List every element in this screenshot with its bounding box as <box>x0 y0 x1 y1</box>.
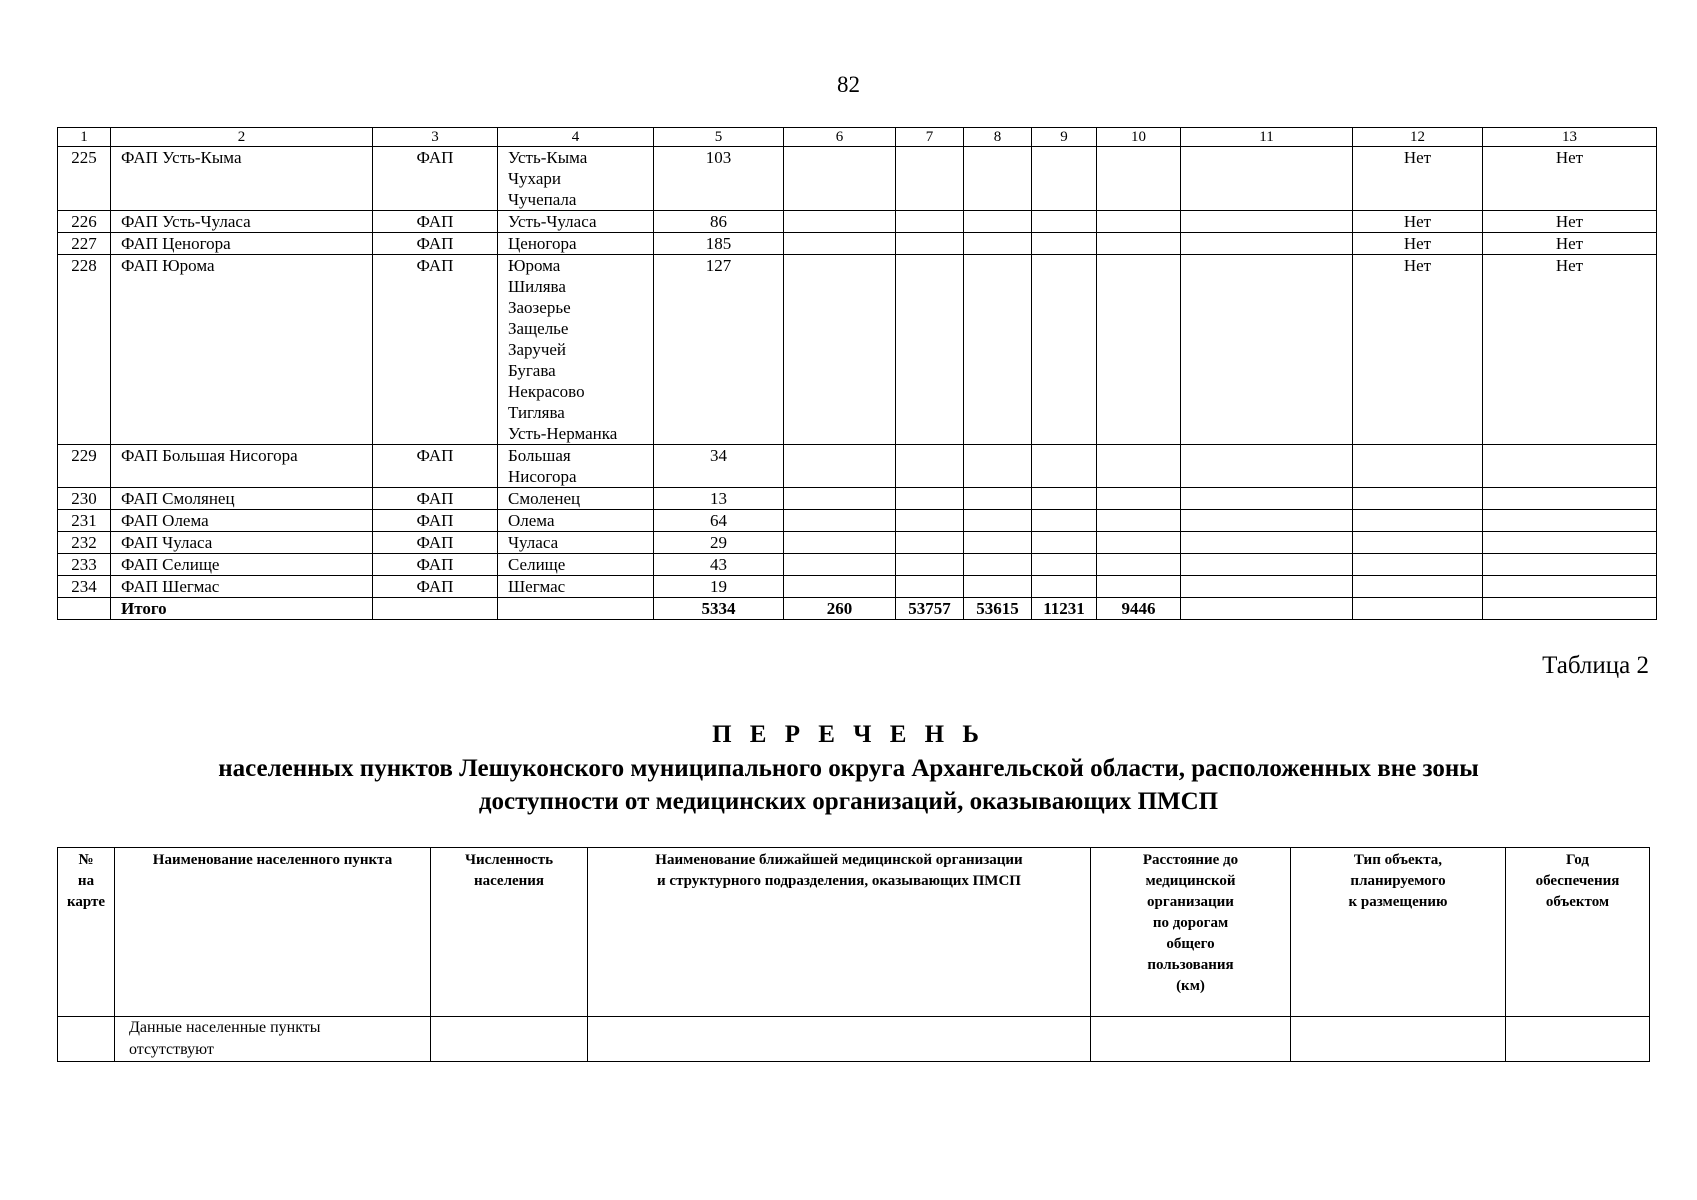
cell <box>1483 598 1657 620</box>
cell-c10 <box>1097 532 1181 554</box>
cell-c6 <box>784 576 896 598</box>
cell-c7 <box>896 445 964 488</box>
facility-name: ФАП Олема <box>111 510 373 532</box>
cell <box>1181 598 1353 620</box>
cell-c8 <box>964 255 1032 445</box>
cell-c10 <box>1097 211 1181 233</box>
facilities-table <box>57 127 1657 620</box>
cell-c6 <box>784 445 896 488</box>
place-name: Усть-Нерманка <box>508 424 618 443</box>
place-name: Тиглява <box>508 403 565 422</box>
total-c8: 53615 <box>964 598 1032 620</box>
page-number: 82 <box>837 72 860 97</box>
place-name: Шегмас <box>508 577 566 596</box>
text-line: медицинской <box>1145 873 1236 889</box>
text-line: Численность <box>464 852 554 868</box>
cell-c13 <box>1483 576 1657 598</box>
facility-name: ФАП Усть-Чуласа <box>111 211 373 233</box>
facility-type: ФАП <box>373 488 498 510</box>
cell-c11 <box>1181 576 1353 598</box>
cell-c8 <box>964 532 1032 554</box>
place-name: Олема <box>508 511 555 530</box>
text-line: Тип объекта, <box>1353 852 1443 868</box>
cell-c12 <box>1353 554 1483 576</box>
cell-c9 <box>1032 233 1097 255</box>
population: 43 <box>654 554 784 576</box>
header-population <box>431 848 588 1017</box>
place-name: Селище <box>508 555 566 574</box>
text-line: карте <box>66 894 106 910</box>
cell-c11 <box>1181 211 1353 233</box>
facility-type: ФАП <box>373 554 498 576</box>
column-number: 9 <box>1032 128 1097 147</box>
cell-c8 <box>964 554 1032 576</box>
total-c10: 9446 <box>1097 598 1181 620</box>
column-number: 4 <box>498 128 654 147</box>
cell-c9 <box>1032 147 1097 211</box>
cell-c8 <box>964 233 1032 255</box>
text-line: и структурного подразделения, оказывающих ПМСП <box>657 873 1021 889</box>
population: 86 <box>654 211 784 233</box>
text-line: Год <box>1566 852 1589 868</box>
header-year <box>1506 848 1650 1017</box>
table-row <box>58 211 1657 233</box>
cell-no <box>58 1017 115 1062</box>
column-number: 2 <box>111 128 373 147</box>
table-row <box>58 233 1657 255</box>
cell <box>431 1017 588 1062</box>
text-line: планируемого <box>1350 873 1446 889</box>
row-number: 229 <box>58 445 111 488</box>
facility-name: ФАП Селище <box>111 554 373 576</box>
facility-type: ФАП <box>373 147 498 211</box>
text-line: населения <box>473 873 545 889</box>
cell-c8 <box>964 510 1032 532</box>
cell-c11 <box>1181 510 1353 532</box>
place-name: Ценогора <box>508 234 577 253</box>
served-places <box>498 576 654 598</box>
cell-c6 <box>784 532 896 554</box>
text-line: к размещению <box>1348 894 1448 910</box>
column-number: 10 <box>1097 128 1181 147</box>
facility-name: ФАП Большая Нисогора <box>111 445 373 488</box>
cell-c13 <box>1483 488 1657 510</box>
total-c7: 53757 <box>896 598 964 620</box>
cell-c12: Нет <box>1353 233 1483 255</box>
place-name: Заозерье <box>508 298 571 317</box>
cell-c12: Нет <box>1353 147 1483 211</box>
column-number: 8 <box>964 128 1032 147</box>
cell-c9 <box>1032 211 1097 233</box>
place-name: Бугава <box>508 361 556 380</box>
row-number: 231 <box>58 510 111 532</box>
cell <box>58 598 111 620</box>
cell-c7 <box>896 233 964 255</box>
cell-c11 <box>1181 233 1353 255</box>
cell-c9 <box>1032 510 1097 532</box>
text-line: пользования <box>1147 957 1234 973</box>
served-places <box>498 211 654 233</box>
cell-c13 <box>1483 510 1657 532</box>
cell-c8 <box>964 445 1032 488</box>
cell-no-settlements <box>115 1017 431 1062</box>
cell-c12 <box>1353 488 1483 510</box>
table-row <box>58 255 1657 445</box>
row-number: 227 <box>58 233 111 255</box>
cell-c12 <box>1353 445 1483 488</box>
place-name: Чучепала <box>508 190 577 209</box>
column-number: 12 <box>1353 128 1483 147</box>
cell-c12 <box>1353 510 1483 532</box>
population: 64 <box>654 510 784 532</box>
place-name: Усть-Кыма <box>508 148 588 167</box>
facility-type: ФАП <box>373 510 498 532</box>
cell-c7 <box>896 510 964 532</box>
place-name: Некрасово <box>508 382 585 401</box>
cell-c13 <box>1483 445 1657 488</box>
row-number: 225 <box>58 147 111 211</box>
cell-c13: Нет <box>1483 255 1657 445</box>
header-nearest-org <box>588 848 1091 1017</box>
cell-c7 <box>896 554 964 576</box>
total-row <box>58 598 1657 620</box>
cell-c10 <box>1097 576 1181 598</box>
text-line: Данные населенные пункты <box>129 1019 321 1036</box>
facility-name: ФАП Чуласа <box>111 532 373 554</box>
cell-c12: Нет <box>1353 255 1483 445</box>
total-c6: 260 <box>784 598 896 620</box>
cell-c11 <box>1181 488 1353 510</box>
cell-c6 <box>784 211 896 233</box>
settlements-table <box>57 847 1650 1062</box>
table-row <box>58 532 1657 554</box>
column-number: 13 <box>1483 128 1657 147</box>
cell-c9 <box>1032 576 1097 598</box>
cell-c13: Нет <box>1483 233 1657 255</box>
population: 185 <box>654 233 784 255</box>
column-number-row <box>58 128 1657 147</box>
total-label: Итого <box>111 598 373 620</box>
place-name: Шилява <box>508 277 566 296</box>
cell-c6 <box>784 510 896 532</box>
cell-c13: Нет <box>1483 147 1657 211</box>
row-number: 233 <box>58 554 111 576</box>
table-caption: Таблица 2 <box>1542 652 1649 679</box>
column-number: 7 <box>896 128 964 147</box>
facility-name: ФАП Юрома <box>111 255 373 445</box>
cell-c6 <box>784 488 896 510</box>
cell-c10 <box>1097 255 1181 445</box>
table-row <box>58 147 1657 211</box>
column-number: 3 <box>373 128 498 147</box>
text-line: Наименование населенного пункта <box>152 852 393 868</box>
cell <box>588 1017 1091 1062</box>
cell-c11 <box>1181 532 1353 554</box>
cell-c11 <box>1181 147 1353 211</box>
cell-c11 <box>1181 445 1353 488</box>
table-row <box>58 445 1657 488</box>
cell-c8 <box>964 211 1032 233</box>
text-line: Расстояние до <box>1142 852 1239 868</box>
place-name: Усть-Чуласа <box>508 212 597 231</box>
facility-type: ФАП <box>373 233 498 255</box>
population: 19 <box>654 576 784 598</box>
cell-c8 <box>964 147 1032 211</box>
table-row <box>58 510 1657 532</box>
facility-type: ФАП <box>373 445 498 488</box>
header-distance <box>1091 848 1291 1017</box>
cell-c10 <box>1097 510 1181 532</box>
row-number: 234 <box>58 576 111 598</box>
list-title: П Е Р Е Ч Е Н Ь <box>712 721 985 748</box>
column-number: 5 <box>654 128 784 147</box>
text-line: на <box>77 873 95 889</box>
place-name: Большая <box>508 446 571 465</box>
facility-name: ФАП Смолянец <box>111 488 373 510</box>
place-name: Смоленец <box>508 489 581 508</box>
cell-c6 <box>784 255 896 445</box>
header-object-type <box>1291 848 1506 1017</box>
list-subtitle <box>100 752 1597 818</box>
text-line: Наименование ближайшей медицинской организации <box>655 852 1023 868</box>
served-places <box>498 445 654 488</box>
text-line: обеспечения <box>1535 873 1620 889</box>
text-line: объектом <box>1545 894 1610 910</box>
row-number: 226 <box>58 211 111 233</box>
population: 34 <box>654 445 784 488</box>
place-name: Заручей <box>508 340 567 359</box>
cell-c6 <box>784 147 896 211</box>
cell-c13 <box>1483 532 1657 554</box>
text-line: общего <box>1166 936 1215 952</box>
total-c5: 5334 <box>654 598 784 620</box>
table-row <box>58 1017 1650 1062</box>
facility-type: ФАП <box>373 576 498 598</box>
cell-c7 <box>896 211 964 233</box>
cell-c7 <box>896 576 964 598</box>
cell <box>1506 1017 1650 1062</box>
cell <box>1291 1017 1506 1062</box>
column-number: 11 <box>1181 128 1353 147</box>
place-name: Чухари <box>508 169 561 188</box>
cell-c10 <box>1097 445 1181 488</box>
text-line: по дорогам <box>1152 915 1229 931</box>
population: 103 <box>654 147 784 211</box>
cell <box>498 598 654 620</box>
served-places <box>498 233 654 255</box>
facility-type: ФАП <box>373 211 498 233</box>
served-places <box>498 255 654 445</box>
place-name: Защелье <box>508 319 569 338</box>
table-row <box>58 488 1657 510</box>
served-places <box>498 510 654 532</box>
header-settlement <box>115 848 431 1017</box>
row-number: 230 <box>58 488 111 510</box>
table-row <box>58 576 1657 598</box>
cell-c10 <box>1097 147 1181 211</box>
total-c9: 11231 <box>1032 598 1097 620</box>
cell-c12: Нет <box>1353 211 1483 233</box>
facility-name: ФАП Усть-Кыма <box>111 147 373 211</box>
facility-type: ФАП <box>373 255 498 445</box>
population: 29 <box>654 532 784 554</box>
served-places <box>498 147 654 211</box>
text-line: (км) <box>1176 978 1205 994</box>
table-row <box>58 554 1657 576</box>
cell-c7 <box>896 488 964 510</box>
place-name: Чуласа <box>508 533 559 552</box>
column-number: 1 <box>58 128 111 147</box>
cell-c9 <box>1032 532 1097 554</box>
place-name: Юрома <box>508 256 561 275</box>
cell-c11 <box>1181 255 1353 445</box>
cell-c10 <box>1097 554 1181 576</box>
cell-c6 <box>784 554 896 576</box>
cell-c9 <box>1032 554 1097 576</box>
cell <box>1353 598 1483 620</box>
list-subtitle-line: населенных пунктов Лешуконского муниципального округа Архангельской области, расположенных вне зоны <box>218 755 1479 782</box>
served-places <box>498 554 654 576</box>
served-places <box>498 488 654 510</box>
place-name: Нисогора <box>508 467 577 486</box>
row-number: 232 <box>58 532 111 554</box>
served-places <box>498 532 654 554</box>
facility-type: ФАП <box>373 532 498 554</box>
cell-c10 <box>1097 488 1181 510</box>
cell-c7 <box>896 147 964 211</box>
cell-c7 <box>896 255 964 445</box>
column-number: 6 <box>784 128 896 147</box>
cell-c9 <box>1032 255 1097 445</box>
cell-c13 <box>1483 554 1657 576</box>
text-line: организации <box>1147 894 1234 910</box>
cell-c11 <box>1181 554 1353 576</box>
cell <box>373 598 498 620</box>
text-line: отсутствуют <box>129 1041 214 1058</box>
cell-c8 <box>964 576 1032 598</box>
facility-name: ФАП Шегмас <box>111 576 373 598</box>
cell-c12 <box>1353 532 1483 554</box>
population: 13 <box>654 488 784 510</box>
cell-c12 <box>1353 576 1483 598</box>
list-subtitle-line: доступности от медицинских организаций, оказывающих ПМСП <box>478 788 1219 815</box>
cell-c7 <box>896 532 964 554</box>
population: 127 <box>654 255 784 445</box>
facility-name: ФАП Ценогора <box>111 233 373 255</box>
cell <box>1091 1017 1291 1062</box>
cell-c9 <box>1032 488 1097 510</box>
cell-c9 <box>1032 445 1097 488</box>
cell-c10 <box>1097 233 1181 255</box>
cell-c13: Нет <box>1483 211 1657 233</box>
row-number: 228 <box>58 255 111 445</box>
cell-c8 <box>964 488 1032 510</box>
text-line: № <box>78 852 94 868</box>
cell-c6 <box>784 233 896 255</box>
header-map-no <box>58 848 115 1017</box>
